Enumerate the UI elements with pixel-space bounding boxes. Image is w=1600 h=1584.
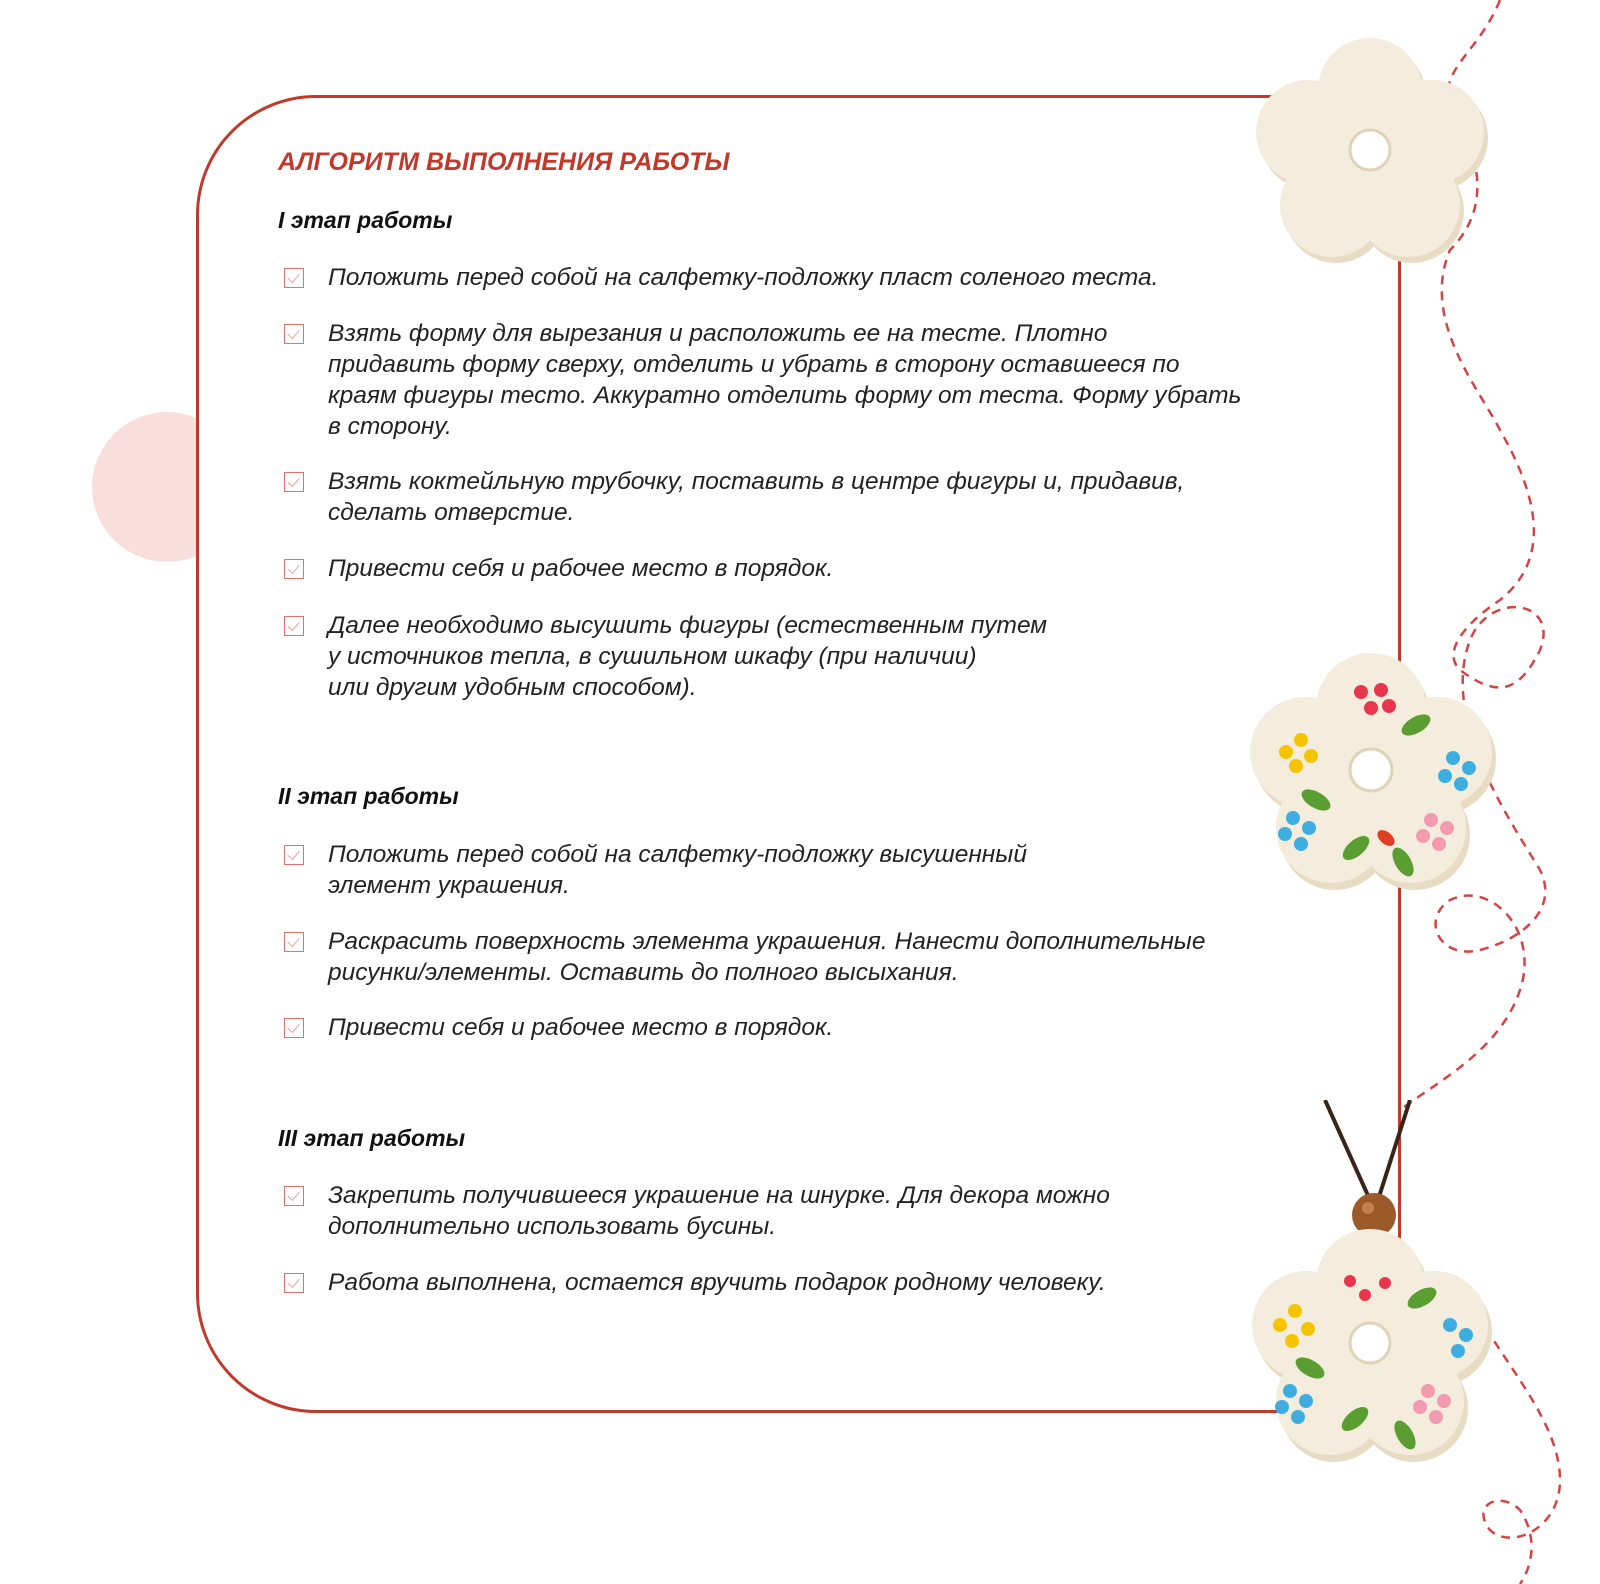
painted-dough-flower-image: [1226, 652, 1516, 892]
stage-1-title: I этап работы: [278, 207, 453, 233]
step-item: [284, 466, 1304, 528]
step-item: [284, 1180, 1304, 1242]
stage-2-title: II этап работы: [278, 783, 459, 809]
checkbox-icon: [284, 932, 304, 952]
step-text: Привести себя и рабочее место в порядок.: [328, 555, 834, 582]
checkbox-icon: [284, 616, 304, 636]
step-text: Привести себя и рабочее место в порядок.: [328, 1014, 834, 1041]
step-text: Раскрасить поверхность элемента украшения. Нанести дополнительные рисунки/элементы. Оставить до полного высыхания.: [328, 928, 1206, 986]
step-item: [284, 839, 1304, 901]
checkbox-icon: [284, 1186, 304, 1206]
step-text: Взять форму для вырезания и расположить ее на тесте. Плотно придавить форму сверху, отделить и убрать в сторону оставшееся по краям фигуры тесто. Аккуратно отделить форму от теста. Форму убрать в сторону.: [328, 320, 1242, 440]
step-item: [284, 926, 1304, 988]
step-item: [284, 1012, 1304, 1043]
step-item: [284, 262, 1304, 293]
step-item: [284, 553, 1304, 584]
page-title: АЛГОРИТМ ВЫПОЛНЕНИЯ РАБОТЫ: [278, 148, 730, 176]
checkbox-icon: [284, 559, 304, 579]
step-text: Закрепить получившееся украшение на шнурке. Для декора можно дополнительно использовать бусины.: [328, 1182, 1110, 1240]
step-item: [284, 318, 1304, 442]
step-text: Работа выполнена, остается вручить подарок родному человеку.: [328, 1269, 1106, 1296]
stage-3-title: III этап работы: [278, 1125, 466, 1151]
checkbox-icon: [284, 324, 304, 344]
step-text: Положить перед собой на салфетку-подложку пласт соленого теста.: [328, 264, 1159, 291]
checkbox-icon: [284, 472, 304, 492]
checkbox-icon: [284, 268, 304, 288]
flower-pendant-on-cord-image: [1230, 1100, 1510, 1470]
checkbox-icon: [284, 845, 304, 865]
checkbox-icon: [284, 1018, 304, 1038]
step-item: [284, 1267, 1304, 1298]
step-text: Положить перед собой на салфетку-подложку высушенный элемент украшения.: [328, 841, 1027, 899]
plain-dough-flower-image: [1235, 38, 1505, 263]
step-text: Далее необходимо высушить фигуры (естественным путем у источников тепла, в сушильном шкафу (при наличии) или другим удобным способом).: [328, 612, 1048, 701]
step-item: [284, 610, 1304, 703]
checkbox-icon: [284, 1273, 304, 1293]
step-text: Взять коктейльную трубочку, поставить в центре фигуры и, придавив, сделать отверстие.: [328, 468, 1185, 526]
